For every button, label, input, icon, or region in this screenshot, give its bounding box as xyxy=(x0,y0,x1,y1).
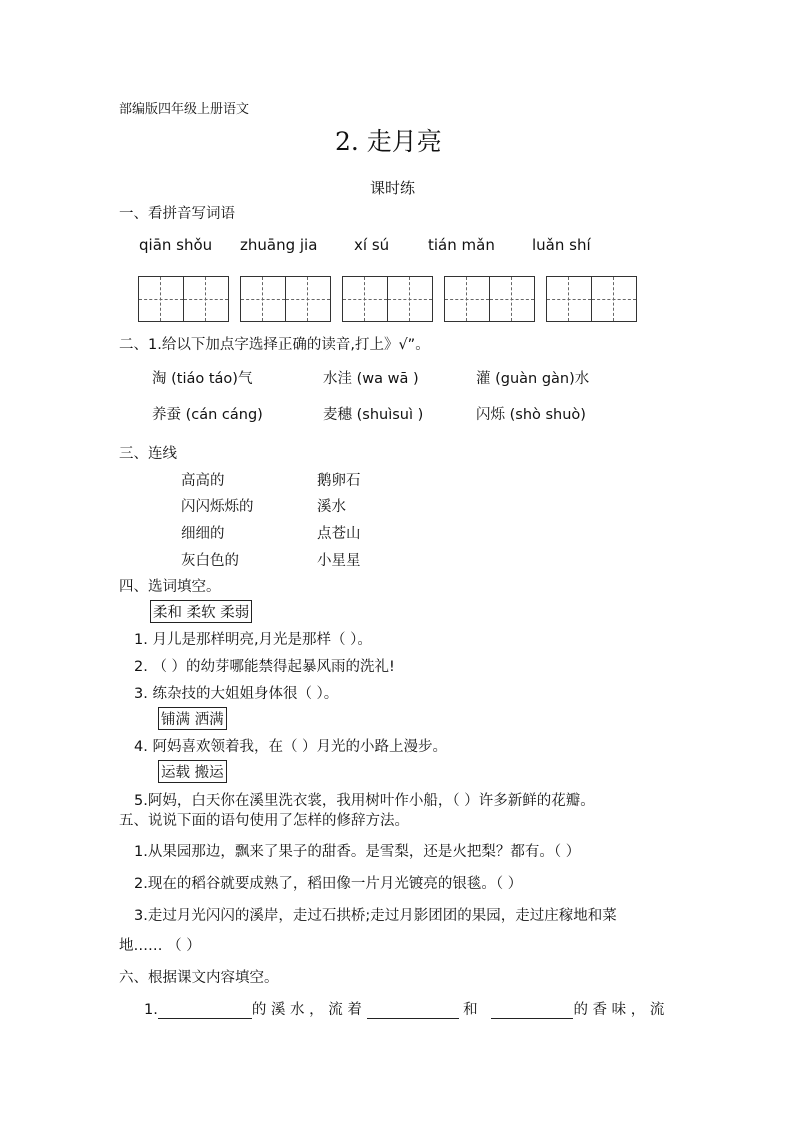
section1-heading: 一、看拼音写词语 xyxy=(119,206,235,222)
section4-heading: 四、选词填空。 xyxy=(119,579,221,595)
section3-heading: 三、连线 xyxy=(119,446,177,462)
rhetoric-question-2[interactable]: 2.现在的稻谷就要成熟了，稻田像一片月光镀亮的银毯。（ ） xyxy=(134,876,523,892)
reading-choice-2[interactable]: 水洼 (wa wā ) xyxy=(323,371,419,387)
pinyin-1: qiān shǒu xyxy=(139,236,213,254)
writing-grid-1[interactable] xyxy=(138,276,229,322)
recall-text-2: 和 xyxy=(463,1002,478,1018)
match-left-2[interactable]: 闪闪烁烁的 xyxy=(181,499,254,515)
match-right-2[interactable]: 溪水 xyxy=(317,499,346,515)
pinyin-4: tián mǎn xyxy=(428,236,495,254)
match-right-4[interactable]: 小星星 xyxy=(317,553,361,569)
match-left-4[interactable]: 灰白色的 xyxy=(181,553,239,569)
recall-question-1 xyxy=(144,998,664,1019)
rhetoric-question-1[interactable]: 1.从果园那边，飘来了果子的甜香。是雪梨，还是火把梨？都有。（ ） xyxy=(134,844,581,860)
match-left-1[interactable]: 高高的 xyxy=(181,473,225,489)
page-title: 2. 走月亮 xyxy=(335,127,442,156)
reading-choice-1[interactable]: 淘 (tiáo táo)气 xyxy=(152,371,253,387)
reading-choice-5[interactable]: 麦穗 (shuìsuì ) xyxy=(323,407,424,423)
section6-heading: 六、根据课文内容填空。 xyxy=(119,970,279,986)
pinyin-3: xí sú xyxy=(354,236,390,254)
writing-grid-3[interactable] xyxy=(342,276,433,322)
fill-question-1[interactable]: 1. 月儿是那样明亮,月光是那样（ ）。 xyxy=(134,632,372,648)
recall-text-1: 的 溪 水 ， 流 着 xyxy=(251,1002,362,1018)
reading-choice-4[interactable]: 养蚕 (cán cáng) xyxy=(152,407,263,423)
writing-grid-5[interactable] xyxy=(546,276,637,322)
rhetoric-question-3b[interactable]: 地…… （ ） xyxy=(119,938,201,954)
writing-grid-2[interactable] xyxy=(240,276,331,322)
edition-label: 部编版四年级上册语文 xyxy=(119,102,250,117)
match-right-3[interactable]: 点苍山 xyxy=(317,526,361,542)
fill-question-5[interactable]: 5.阿妈，白天你在溪里洗衣裳，我用树叶作小船，（ ）许多新鲜的花瓣。 xyxy=(134,793,595,809)
recall-blank-1[interactable] xyxy=(158,1002,252,1019)
pinyin-5: luǎn shí xyxy=(532,236,591,254)
word-choice-box-1: 柔和 柔软 柔弱 xyxy=(150,600,252,623)
section2-heading: 二、1.给以下加点字选择正确的读音,打上》√”。 xyxy=(119,337,430,353)
word-choice-box-2: 铺满 洒满 xyxy=(158,707,227,730)
match-right-1[interactable]: 鹅卵石 xyxy=(317,473,361,489)
fill-question-4[interactable]: 4. 阿妈喜欢领着我，在（ ）月光的小路上漫步。 xyxy=(134,739,448,755)
match-left-3[interactable]: 细细的 xyxy=(181,526,225,542)
recall-text-3: 的 香 味 ， 流 xyxy=(573,1002,665,1018)
page-subtitle: 课时练 xyxy=(370,179,416,197)
reading-choice-6[interactable]: 闪烁 (shò shuò) xyxy=(476,407,586,423)
recall-question-number: 1. xyxy=(144,1002,158,1018)
rhetoric-question-3a[interactable]: 3.走过月光闪闪的溪岸，走过石拱桥;走过月影团团的果园，走过庄稼地和菜 xyxy=(134,908,617,924)
pinyin-2: zhuāng jia xyxy=(240,236,318,254)
fill-question-2[interactable]: 2. （ ）的幼芽哪能禁得起暴风雨的洗礼! xyxy=(134,659,395,675)
fill-question-3[interactable]: 3. 练杂技的大姐姐身体很（ ）。 xyxy=(134,686,339,702)
recall-blank-3[interactable] xyxy=(491,1002,573,1019)
recall-blank-2[interactable] xyxy=(367,1002,459,1019)
word-choice-box-3: 运载 搬运 xyxy=(158,760,227,783)
writing-grid-4[interactable] xyxy=(444,276,535,322)
section5-heading: 五、说说下面的语句使用了怎样的修辞方法。 xyxy=(119,813,409,829)
reading-choice-3[interactable]: 灌 (guàn gàn)水 xyxy=(476,371,590,387)
